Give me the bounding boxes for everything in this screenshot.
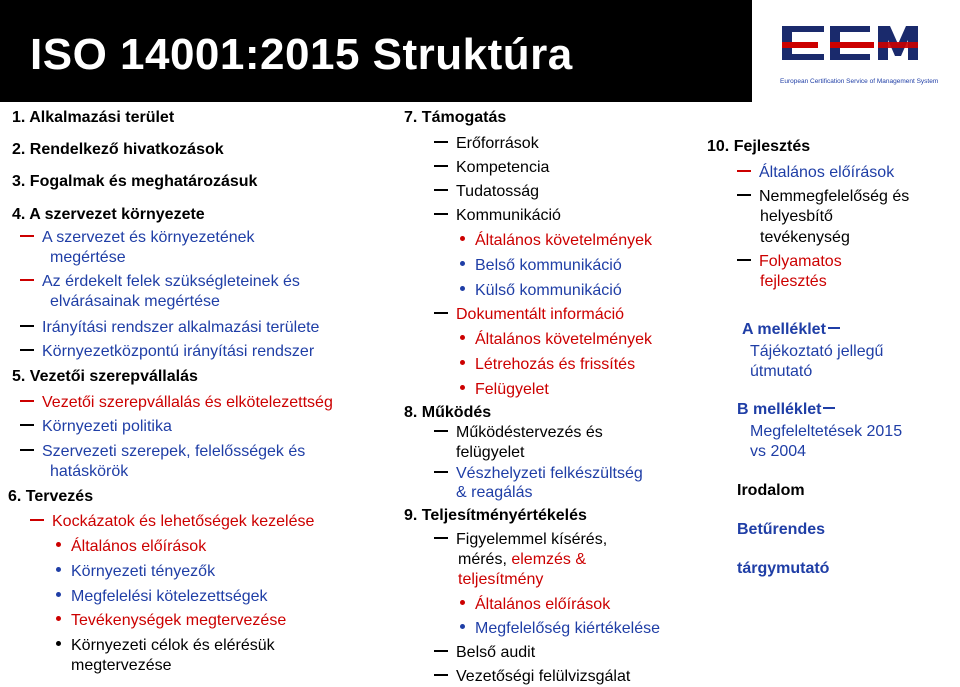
bullet-item: Környezeti célok és elérésük bbox=[56, 636, 275, 655]
item-10: 10. Fejlesztés bbox=[707, 138, 811, 155]
item-3: 3. Fogalmak és meghatározásuk bbox=[12, 173, 258, 190]
sub-item: Belső audit bbox=[434, 643, 535, 662]
dash-icon bbox=[20, 449, 34, 451]
dash-icon bbox=[20, 235, 34, 237]
title-bar bbox=[0, 0, 752, 102]
bullet-item: Környezeti tényezők bbox=[56, 562, 215, 581]
item-7: 7. Támogatás bbox=[404, 109, 507, 126]
bullet-item: Általános előírások bbox=[460, 595, 610, 614]
dash-icon bbox=[434, 471, 448, 473]
sub-item: Működéstervezés és bbox=[434, 423, 603, 442]
ecm-logo bbox=[752, 0, 960, 102]
sub-item: Folyamatos bbox=[737, 252, 842, 271]
bullet-item: Általános előírások bbox=[56, 537, 206, 556]
sub-item: Környezetközpontú irányítási rendszer bbox=[20, 342, 314, 361]
sub-item-cont: teljesítmény bbox=[458, 571, 544, 588]
bullet-icon bbox=[460, 360, 465, 365]
sub-item: Tudatosság bbox=[434, 182, 539, 201]
index-title-cont: tárgymutató bbox=[737, 560, 830, 577]
annex-a-desc: útmutató bbox=[750, 363, 813, 380]
bullet-icon bbox=[56, 542, 61, 547]
bullet-item: Megfelelőség kiértékelése bbox=[460, 619, 660, 638]
bullet-item: Külső kommunikáció bbox=[460, 281, 622, 300]
dash-icon bbox=[434, 165, 448, 167]
annex-a-title: A melléklet bbox=[742, 320, 848, 339]
bullet-icon bbox=[56, 567, 61, 572]
dash-icon bbox=[20, 279, 34, 281]
dash-icon bbox=[434, 141, 448, 143]
bullet-item: Létrehozás és frissítés bbox=[460, 355, 635, 374]
dash-icon bbox=[20, 400, 34, 402]
annex-b-title: B melléklet bbox=[737, 400, 843, 419]
sub-item-cont: mérés, elemzés & bbox=[458, 551, 587, 568]
bullet-icon bbox=[460, 385, 465, 390]
annex-a-desc: Tájékoztató jellegű bbox=[750, 343, 884, 360]
bullet-icon bbox=[56, 592, 61, 597]
item-9: 9. Teljesítményértékelés bbox=[404, 507, 587, 524]
item-4: 4. A szervezet környezete bbox=[12, 206, 205, 223]
dash-icon bbox=[434, 430, 448, 432]
dash-icon bbox=[434, 189, 448, 191]
bullet-item: Megfelelési kötelezettségek bbox=[56, 587, 268, 606]
bullet-icon bbox=[460, 261, 465, 266]
sub-item-cont: & reagálás bbox=[456, 484, 533, 501]
dash-icon bbox=[737, 259, 751, 261]
sub-item-cont: tevékenység bbox=[760, 229, 850, 246]
index-title: Betűrendes bbox=[737, 521, 826, 538]
bullet-item: Belső kommunikáció bbox=[460, 256, 622, 275]
dash-icon bbox=[434, 312, 448, 314]
sub-item: Dokumentált információ bbox=[434, 305, 624, 324]
dash-icon bbox=[737, 170, 751, 172]
ecm-logo-icon bbox=[774, 18, 944, 76]
sub-item-cont: elvárásainak megértése bbox=[50, 293, 220, 310]
dash-icon bbox=[434, 537, 448, 539]
bullet-item: Felügyelet bbox=[460, 380, 549, 399]
page-title: ISO 14001:2015 Struktúra bbox=[30, 30, 573, 79]
sub-item: Irányítási rendszer alkalmazási területe bbox=[20, 318, 319, 337]
sub-item: Vezetői szerepvállalás és elkötelezettség bbox=[20, 393, 333, 412]
bullet-item: Általános követelmények bbox=[460, 330, 652, 349]
annex-b-desc: Megfeleltetések 2015 bbox=[750, 423, 903, 440]
dash-icon bbox=[20, 349, 34, 351]
dash-icon bbox=[20, 424, 34, 426]
sub-item-cont: felügyelet bbox=[456, 444, 525, 461]
sub-item: Általános előírások bbox=[737, 163, 894, 182]
sub-item: Környezeti politika bbox=[20, 417, 172, 436]
bullet-icon bbox=[460, 600, 465, 605]
bibliography: Irodalom bbox=[737, 482, 805, 499]
sub-item: Nemmegfelelőség és bbox=[737, 187, 909, 206]
logo-subtitle: European Certification Service of Management System bbox=[780, 78, 939, 85]
sub-item: Az érdekelt felek szükségleteinek és bbox=[20, 272, 300, 291]
dash-icon bbox=[20, 325, 34, 327]
annex-b-desc: vs 2004 bbox=[750, 443, 807, 460]
sub-item: Erőforrások bbox=[434, 134, 539, 153]
sub-item-cont: megértése bbox=[50, 249, 126, 266]
bullet-icon bbox=[460, 335, 465, 340]
item-2: 2. Rendelkező hivatkozások bbox=[12, 141, 224, 158]
sub-item-cont: helyesbítő bbox=[760, 208, 833, 225]
sub-item: Figyelemmel kísérés, bbox=[434, 530, 607, 549]
sub-item: Vezetőségi felülvizsgálat bbox=[434, 667, 630, 686]
sub-item: Kommunikáció bbox=[434, 206, 561, 225]
dash-icon bbox=[737, 194, 751, 196]
bullet-icon bbox=[56, 641, 61, 646]
item-6: 6. Tervezés bbox=[8, 488, 94, 505]
dash-icon bbox=[434, 213, 448, 215]
item-5: 5. Vezetői szerepvállalás bbox=[12, 368, 198, 385]
bullet-icon bbox=[460, 236, 465, 241]
sub-item: Vészhelyzeti felkészültség bbox=[434, 464, 643, 483]
dash-icon bbox=[434, 674, 448, 676]
dash-icon bbox=[434, 650, 448, 652]
item-8: 8. Működés bbox=[404, 404, 492, 421]
sub-item: Szervezeti szerepek, felelősségek és bbox=[20, 442, 305, 461]
bullet-item: Tevékenységek megtervezése bbox=[56, 611, 286, 630]
bullet-item-cont: megtervezése bbox=[71, 657, 172, 674]
bullet-icon bbox=[56, 616, 61, 621]
sub-item: Kompetencia bbox=[434, 158, 549, 177]
sub-item-cont: hatáskörök bbox=[50, 463, 129, 480]
sub-item: A szervezet és környezetének bbox=[20, 228, 255, 247]
sub-item-cont: fejlesztés bbox=[760, 273, 827, 290]
bullet-item: Általános követelmények bbox=[460, 231, 652, 250]
dash-icon bbox=[30, 519, 44, 521]
bullet-icon bbox=[460, 624, 465, 629]
sub-item: Kockázatok és lehetőségek kezelése bbox=[30, 512, 314, 531]
bullet-icon bbox=[460, 286, 465, 291]
item-1: 1. Alkalmazási terület bbox=[12, 109, 175, 126]
